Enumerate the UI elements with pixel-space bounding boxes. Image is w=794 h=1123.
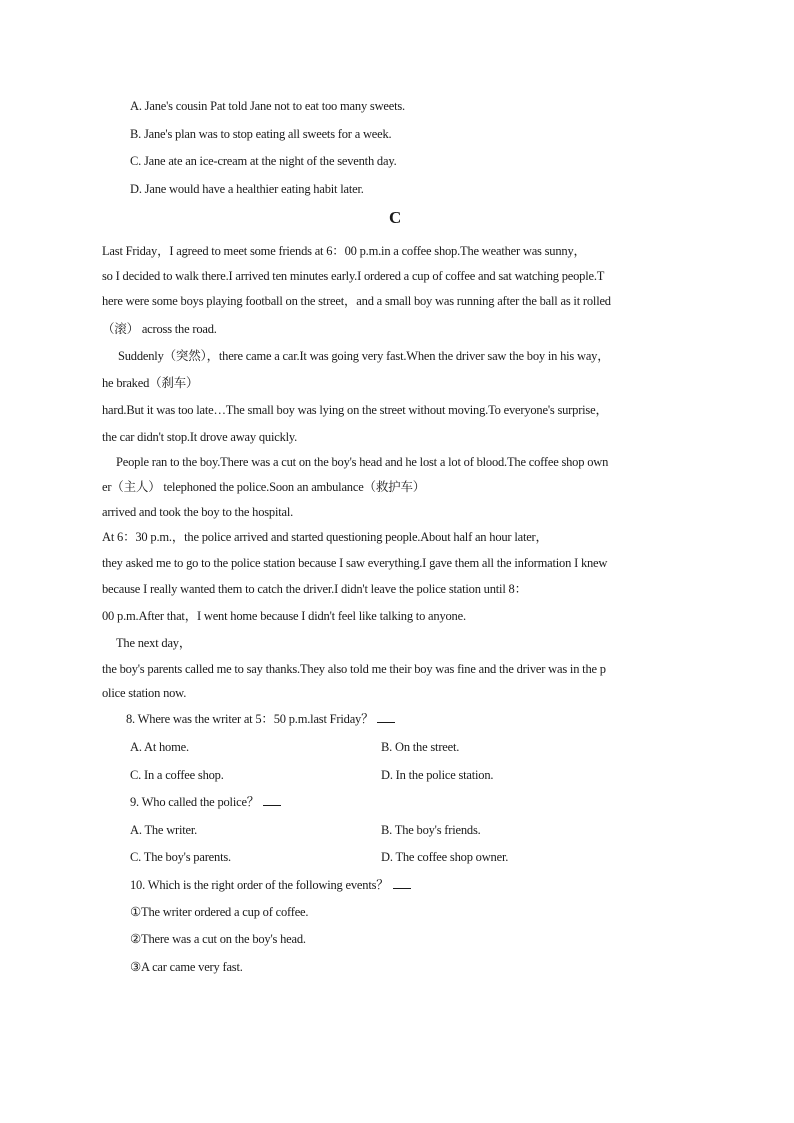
passage-line: the boy's parents called me to say thanks.They also told me their boy was fine and the driver was in the p <box>102 662 606 676</box>
prev-option-d: D. Jane would have a healthier eating habit later. <box>130 182 364 196</box>
question-9-stem <box>130 794 281 810</box>
question-8-stem <box>126 711 395 727</box>
question-stem-text: 8. Where was the writer at 5：50 p.m.last Friday？ <box>126 712 374 726</box>
passage-line: he braked（刹车） <box>102 376 199 390</box>
passage-line: because I really wanted them to catch the driver.I didn't leave the police station until 8： <box>102 582 527 596</box>
question-8-option-c: C. In a coffee shop. <box>130 768 224 782</box>
event-2: ②There was a cut on the boy's head. <box>130 932 306 946</box>
event-1: ①The writer ordered a cup of coffee. <box>130 905 309 919</box>
passage-line: At 6：30 p.m.，the police arrived and started questioning people.About half an hour later， <box>102 530 548 544</box>
question-9-option-b: B. The boy's friends. <box>381 823 481 837</box>
passage-line: hard.But it was too late…The small boy was lying on the street without moving.To everyone's surprise， <box>102 403 608 417</box>
section-heading: C <box>389 208 402 227</box>
passage-line: Last Friday，I agreed to meet some friends at 6：00 p.m.in a coffee shop.The weather was sunny， <box>102 244 586 258</box>
passage-line: Suddenly（突然），there came a car.It was going very fast.When the driver saw the boy in his way， <box>118 349 610 363</box>
event-3: ③A car came very fast. <box>130 960 243 974</box>
passage-line: olice station now. <box>102 686 187 700</box>
question-stem-text: 9. Who called the police？ <box>130 795 260 809</box>
passage-line: arrived and took the boy to the hospital. <box>102 505 294 519</box>
passage-line: the car didn't stop.It drove away quickly. <box>102 430 298 444</box>
passage-line: they asked me to go to the police station because I saw everything.I gave them all the information I knew <box>102 556 608 570</box>
question-10-stem <box>130 877 411 893</box>
passage-line: （滚） across the road. <box>102 322 217 336</box>
passage-line: here were some boys playing football on the street，and a small boy was running after the ball as it rolled <box>102 294 611 308</box>
question-9-option-c: C. The boy's parents. <box>130 850 231 864</box>
answer-blank[interactable] <box>263 794 281 806</box>
question-8-option-a: A. At home. <box>130 740 189 754</box>
question-8-option-d: D. In the police station. <box>381 768 494 782</box>
question-stem-text: 10. Which is the right order of the following events？ <box>130 878 389 892</box>
question-9-option-d: D. The coffee shop owner. <box>381 850 509 864</box>
passage-line: er（主人） telephoned the police.Soon an ambulance（救护车） <box>102 480 426 494</box>
passage-line: The next day， <box>116 636 192 650</box>
answer-blank[interactable] <box>377 711 395 723</box>
passage-line: so I decided to walk there.I arrived ten minutes early.I ordered a cup of coffee and sat watching people.T <box>102 269 605 283</box>
passage-line: 00 p.m.After that，I went home because I didn't feel like talking to anyone. <box>102 609 466 623</box>
prev-option-b: B. Jane's plan was to stop eating all sweets for a week. <box>130 127 392 141</box>
passage-line: People ran to the boy.There was a cut on the boy's head and he lost a lot of blood.The coffee shop own <box>116 455 609 469</box>
answer-blank[interactable] <box>393 877 411 889</box>
prev-option-c: C. Jane ate an ice-cream at the night of the seventh day. <box>130 154 397 168</box>
question-9-option-a: A. The writer. <box>130 823 198 837</box>
question-8-option-b: B. On the street. <box>381 740 460 754</box>
prev-option-a: A. Jane's cousin Pat told Jane not to eat too many sweets. <box>130 99 405 113</box>
